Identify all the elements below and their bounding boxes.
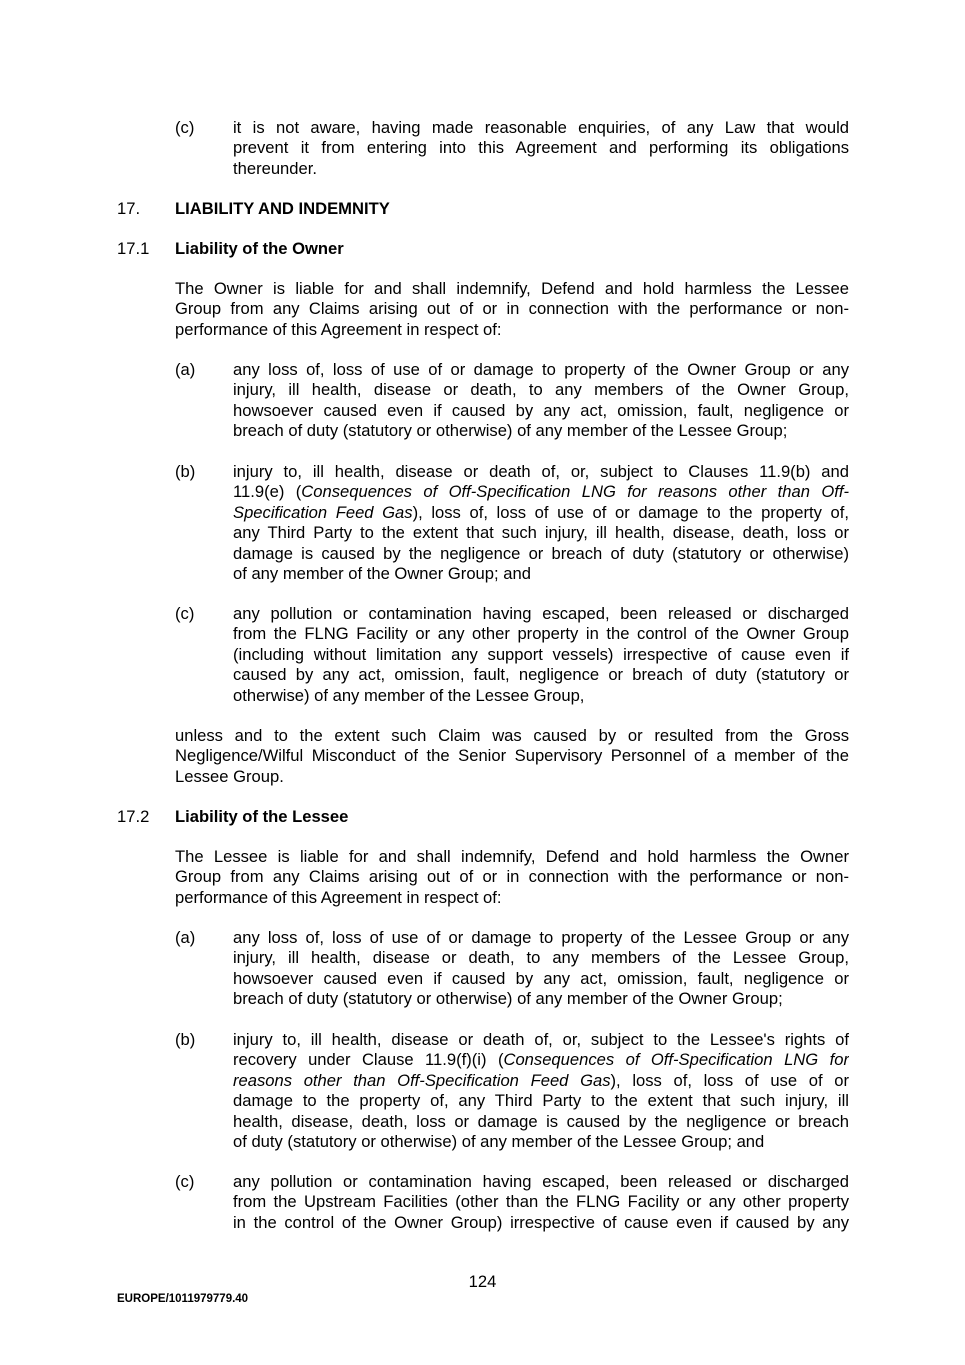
item-label-17-1-a: (a) (175, 360, 196, 379)
text-span: 11.9(e) ( (233, 482, 302, 502)
text-line: from the FLNG Facility or any other property in the control of the Owner Group (233, 624, 849, 644)
text-line: thereunder. (233, 158, 317, 178)
item-label-17-2-b: (b) (175, 1030, 196, 1049)
text-line: injury, ill health, disease or death, to any members of the Lessee Group, (233, 948, 849, 968)
text-line: any pollution or contamination having escaped, been released or discharged (233, 604, 849, 623)
item-label-17-2-c: (c) (175, 1172, 195, 1191)
text-line: The Lessee is liable for and shall indemnify, Defend and hold harmless the Owner (175, 847, 849, 866)
item-text-17-1-a (233, 360, 849, 442)
text-line: breach of duty (statutory or otherwise) of any member of the Owner Group; (233, 989, 783, 1009)
italic-title: Consequences of Off-Specification LNG for reasons other than Off- (301, 482, 849, 502)
text-line: in the control of the Owner Group) irrespective of cause even if caused by any (233, 1212, 849, 1232)
item-text-17-2-b (233, 1030, 849, 1152)
text-line (233, 503, 849, 523)
text-line: breach of duty (statutory or otherwise) of any member of the Lessee Group; (233, 421, 788, 441)
text-line: injury, ill health, disease or death, to any members of the Owner Group, (233, 380, 849, 400)
item-text-17-2-a (233, 928, 849, 1010)
text-span: recovery under Clause 11.9(f)(i) ( (233, 1050, 504, 1070)
text-line: prevent it from entering into this Agreement and performing its obligations (233, 138, 849, 158)
text-line: it is not aware, having made reasonable enquiries, of any Law that would (233, 118, 849, 137)
text-line: injury to, ill health, disease or death of, or, subject to Clauses 11.9(b) and (233, 462, 849, 481)
clause-17-1-number: 17.1 (117, 239, 150, 258)
document-reference: EUROPE/1011979779.40 (117, 1293, 249, 1305)
text-line: The Owner is liable for and shall indemnify, Defend and hold harmless the Lessee (175, 279, 849, 298)
text-line: Lessee Group. (175, 766, 284, 786)
text-line: of any member of the Owner Group; and (233, 563, 531, 583)
text-line: injury to, ill health, disease or death of, or, subject to the Lessee's rights of (233, 1030, 849, 1049)
item-label-c-top: (c) (175, 118, 195, 137)
clause-17-1-title: Liability of the Owner (175, 239, 344, 258)
text-line: performance of this Agreement in respect of: (175, 887, 502, 907)
italic-title: reasons other than Off-Specification Feed Gas (233, 1070, 611, 1090)
clause-17-2-number: 17.2 (117, 807, 150, 826)
clause-17-2-intro (175, 847, 849, 908)
section-17-number: 17. (117, 199, 141, 218)
clause-17-1-intro (175, 279, 849, 340)
text-span: ), loss of, loss of use of or damage to the property of, (412, 502, 849, 522)
clause-17-1-closing (175, 726, 849, 787)
item-text-c-top (233, 118, 849, 179)
item-label-17-1-b: (b) (175, 462, 196, 481)
text-line: any loss of, loss of use of or damage to property of the Owner Group or any (233, 360, 849, 379)
text-line: unless and to the extent such Claim was caused by or resulted from the Gross (175, 726, 849, 745)
text-line: (including without limitation any support vessels) irrespective of cause even if (233, 644, 849, 664)
item-label-17-1-c: (c) (175, 604, 195, 623)
text-line (233, 1071, 849, 1091)
text-line: Group from any Claims arising out of or in connection with the performance or non- (175, 867, 849, 887)
text-line: any pollution or contamination having escaped, been released or discharged (233, 1172, 849, 1191)
clause-17-2-title: Liability of the Lessee (175, 807, 349, 826)
italic-title: Specification Feed Gas (233, 502, 413, 522)
page-number: 124 (468, 1272, 497, 1291)
text-line: damage is caused by the negligence or breach of duty (statutory or otherwise) (233, 543, 849, 563)
item-label-17-2-a: (a) (175, 928, 196, 947)
text-line: howsoever caused even if caused by any act, omission, fault, negligence or (233, 400, 849, 420)
text-line: performance of this Agreement in respect of: (175, 319, 502, 339)
item-text-17-2-c (233, 1172, 849, 1233)
text-line: Negligence/Wilful Misconduct of the Senior Supervisory Personnel of a member of the (175, 746, 849, 766)
text-line: caused by any act, omission, fault, negligence or breach of duty (statutory or (233, 665, 849, 685)
text-line (233, 1050, 849, 1070)
item-text-17-1-c (233, 604, 849, 706)
text-line: damage to the property of, any Third Party to the extent that such injury, ill (233, 1091, 849, 1111)
item-text-17-1-b (233, 462, 849, 584)
text-line: health, disease, death, loss or damage is caused by the negligence or breach (233, 1111, 849, 1131)
text-line (233, 482, 849, 502)
text-line: of duty (statutory or otherwise) of any member of the Lessee Group; and (233, 1131, 765, 1151)
italic-title: Consequences of Off-Specification LNG for (503, 1050, 849, 1070)
text-line: any Third Party to the extent that such injury, ill health, disease, death, loss or (233, 523, 849, 543)
text-line: from the Upstream Facilities (other than the FLNG Facility or any other property (233, 1192, 849, 1212)
text-line: Group from any Claims arising out of or in connection with the performance or non- (175, 299, 849, 319)
text-span: ), loss of, loss of use of or (610, 1070, 849, 1090)
text-line: howsoever caused even if caused by any act, omission, fault, negligence or (233, 968, 849, 988)
text-line: otherwise) of any member of the Lessee Group, (233, 685, 585, 705)
section-17-title: LIABILITY AND INDEMNITY (175, 199, 390, 218)
text-line: any loss of, loss of use of or damage to property of the Lessee Group or any (233, 928, 849, 947)
